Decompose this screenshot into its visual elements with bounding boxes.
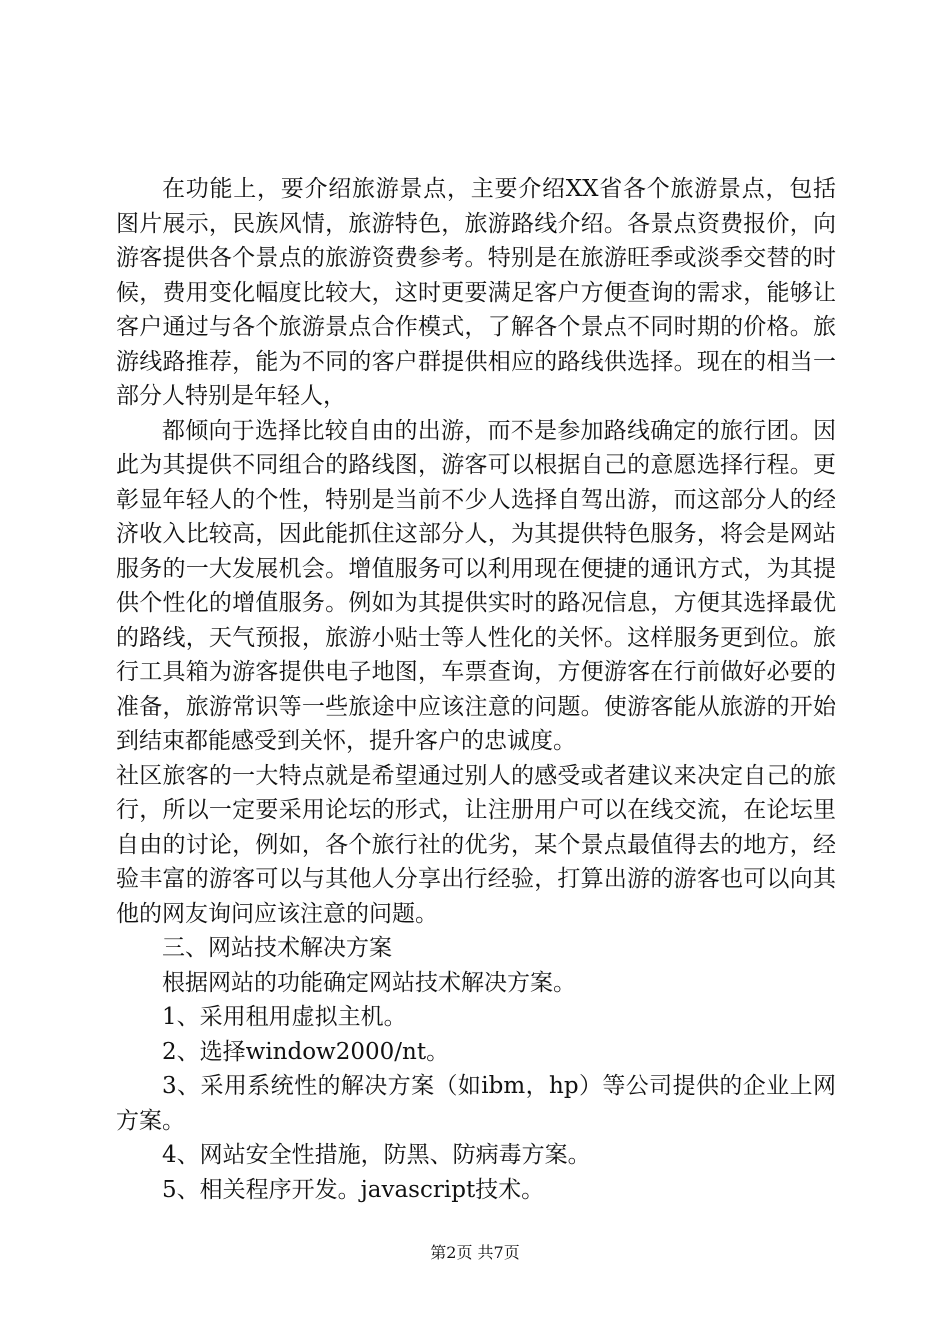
paragraph-community: 社区旅客的一大特点就是希望通过别人的感受或者建议来决定自己的旅行，所以一定要采用论坛的形式，让注册用户可以在线交流，在论坛里自由的讨论，例如，各个旅行社的优劣，某个景点最值得去的地方，经验丰富的游客可以与其他人分享出行经验，打算出游的游客也可以向其他的网友询问应该注意的问题。 (116, 762, 836, 927)
page-footer (0, 1243, 950, 1263)
paragraph-tech-intro: 根据网站的功能确定网站技术解决方案。 (162, 969, 576, 996)
paragraph-free-travel: 都倾向于选择比较自由的出游，而不是参加路线确定的旅行团。因此为其提供不同组合的路线图，游客可以根据自己的意愿选择行程。更彰显年轻人的个性，特别是当前不少人选择自驾出游，而这部分人的经济收入比较高，因此能抓住这部分人，为其提供特色服务，将会是网站服务的一大发展机会。增值服务可以利用现在便捷的通讯方式，为其提供个性化的增值服务。例如为其提供实时的路况信息，方便其选择最优的路线，天气预报，旅游小贴士等人性化的关怀。这样服务更到位。旅行工具箱为游客提供电子地图，车票查询，方便游客在行前做好必要的准备，旅游常识等一些旅途中应该注意的问题。使游客能从旅游的开始到结束都能感受到关怀，提升客户的忠诚度。 (116, 417, 836, 754)
list-item-2: 2、选择window2000/nt。 (162, 1038, 450, 1065)
section-heading-tech-solution: 三、网站技术解决方案 (162, 935, 392, 961)
paragraph-features: 在功能上，要介绍旅游景点，主要介绍XX省各个旅游景点，包括图片展示，民族风情，旅游特色，旅游路线介绍。各景点资费报价，向游客提供各个景点的旅游资费参考。特别是在旅游旺季或淡季交替的时候，费用变化幅度比较大，这时更要满足客户方便查询的需求，能够让客户通过与各个旅游景点合作模式，了解各个景点不同时期的价格。旅游线路推荐，能为不同的客户群提供相应的路线供选择。现在的相当一部分人特别是年轻人， (116, 176, 836, 409)
list-item-3: 3、采用系统性的解决方案（如ibm，hp）等公司提供的企业上网方案。 (116, 1073, 836, 1134)
list-item-5: 5、相关程序开发。javascript技术。 (162, 1176, 545, 1203)
list-item-1: 1、采用租用虚拟主机。 (162, 1004, 407, 1030)
document-body (116, 172, 836, 1207)
list-item-4: 4、网站安全性措施，防黑、防病毒方案。 (162, 1142, 591, 1168)
page-number: 第2页 共7页 (430, 1243, 520, 1262)
